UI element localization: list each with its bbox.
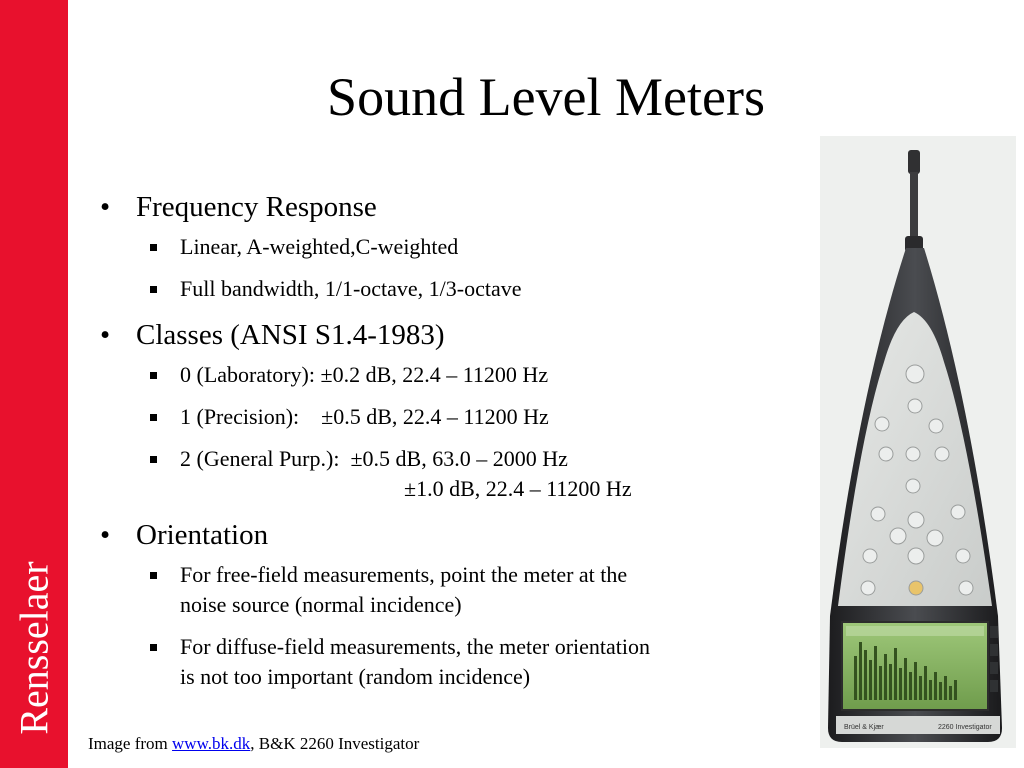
sub-bullet-text: 2 (General Purp.): ±0.5 dB, 63.0 – 2000 Hz — [180, 446, 568, 471]
sub-bullet-text: Full bandwidth, 1/1-octave, 1/3-octave — [180, 276, 522, 301]
bullet-dot-icon: • — [100, 191, 111, 223]
caption-prefix: Image from — [88, 734, 173, 753]
sub-bullet — [96, 274, 806, 304]
caption-suffix: , B&K 2260 Investigator — [250, 734, 420, 753]
bullet-frequency-response — [96, 188, 806, 226]
slide-title: Sound Level Meters — [327, 67, 765, 127]
brand-name: Rensselaer — [11, 561, 57, 735]
sub-bullet — [96, 560, 806, 590]
microphone-tip-icon — [908, 150, 920, 174]
sub-bullet — [96, 402, 806, 432]
bk-website-link[interactable]: www.bk.dk — [172, 734, 251, 753]
brand-sidebar — [0, 0, 68, 768]
bullet-text: Orientation — [136, 519, 269, 551]
sound-level-meter-illustration — [820, 136, 1016, 748]
sub-bullet — [96, 632, 806, 662]
sub-bullet — [96, 360, 806, 390]
bullet-classes — [96, 316, 806, 354]
device-brand-label: Brüel & Kjær — [844, 724, 884, 731]
bullet-orientation — [96, 516, 806, 554]
square-bullet-icon — [150, 456, 157, 463]
bullet-text: Frequency Response — [136, 191, 377, 223]
square-bullet-icon — [150, 572, 157, 579]
sound-level-meter-photo — [820, 136, 1016, 748]
image-caption — [88, 733, 419, 755]
sub-bullet-continuation: noise source (normal incidence) — [180, 592, 462, 617]
square-bullet-icon — [150, 244, 157, 251]
bullet-dot-icon: • — [100, 319, 111, 351]
square-bullet-icon — [150, 644, 157, 651]
bullet-list — [96, 188, 806, 692]
sub-bullet-text: 1 (Precision): ±0.5 dB, 22.4 – 11200 Hz — [180, 404, 549, 429]
square-bullet-icon — [150, 414, 157, 421]
sub-bullet-text: For free-field measurements, point the meter at the — [180, 562, 628, 587]
sub-bullet-continuation: ±1.0 dB, 22.4 – 11200 Hz — [404, 476, 632, 501]
sub-bullet-continuation: is not too important (random incidence) — [180, 664, 531, 689]
sub-bullet-text: Linear, A-weighted,C-weighted — [180, 234, 459, 259]
square-bullet-icon — [150, 286, 157, 293]
square-bullet-icon — [150, 372, 157, 379]
sub-bullet-text: For diffuse-field measurements, the meter orientation — [180, 634, 651, 659]
sub-bullet — [96, 232, 806, 262]
bullet-text: Classes (ANSI S1.4-1983) — [136, 319, 445, 351]
bullet-dot-icon: • — [100, 519, 111, 551]
sub-bullet — [96, 444, 806, 474]
sub-bullet-text: 0 (Laboratory): ±0.2 dB, 22.4 – 11200 Hz — [180, 362, 549, 387]
device-model-label: 2260 Investigator — [938, 724, 992, 731]
